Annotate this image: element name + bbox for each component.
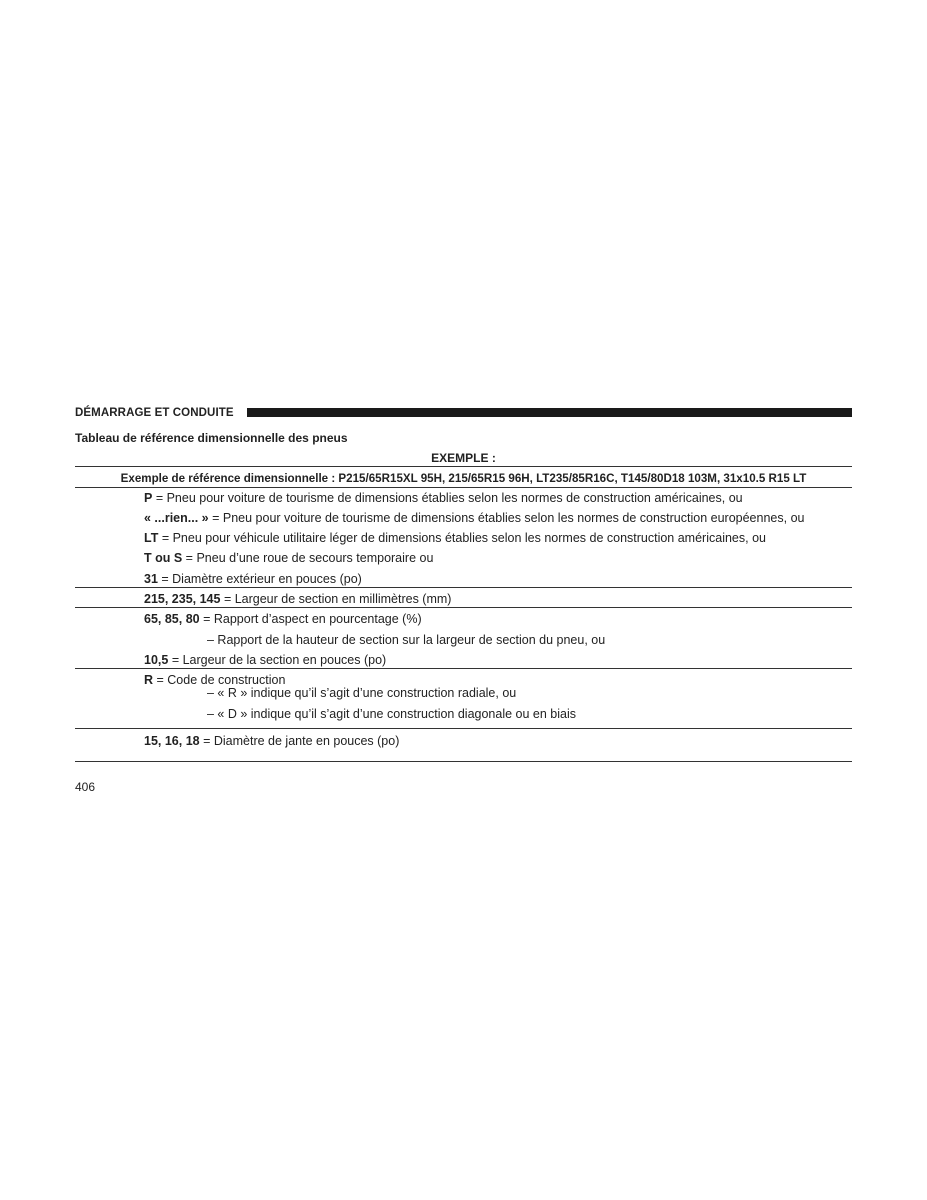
row-key: « ...rien... »	[144, 511, 209, 525]
table-row	[144, 572, 362, 587]
row-key: 215, 235, 145	[144, 592, 221, 606]
page-number: 406	[75, 780, 96, 794]
row-key: 15, 16, 18	[144, 734, 200, 748]
table-row	[144, 592, 451, 607]
table-row	[144, 734, 399, 749]
table-divider	[75, 761, 852, 762]
table-row	[144, 612, 422, 627]
table-row	[207, 633, 605, 648]
row-text: = Code de construction	[153, 673, 286, 687]
row-text: – Rapport de la hauteur de section sur la largeur de section du pneu, ou	[207, 633, 606, 647]
row-text: = Largeur de la section en pouces (po)	[168, 653, 387, 667]
row-text: = Pneu d’une roue de secours temporaire ou	[182, 551, 434, 565]
section-title: DÉMARRAGE ET CONDUITE	[75, 407, 234, 419]
row-text: = Diamètre extérieur en pouces (po)	[157, 572, 362, 586]
table-divider	[75, 587, 852, 588]
row-key: R	[144, 673, 154, 687]
row-text: = Pneu pour véhicule utilitaire léger de dimensions établies selon les normes de construction américaines, ou	[158, 531, 766, 545]
row-text: – « R » indique qu’il s’agit d’une construction radiale, ou	[207, 686, 517, 700]
table-divider	[75, 487, 852, 488]
reference-example: Exemple de référence dimensionnelle : P215/65R15XL 95H, 215/65R15 96H, LT235/85R16C, T145/80D18 103M, 31x10.5 R15 LT	[120, 472, 807, 485]
table-row	[144, 511, 804, 526]
table-divider	[75, 668, 852, 669]
table-title: Tableau de référence dimensionnelle des pneus	[75, 431, 348, 445]
row-key: LT	[144, 531, 159, 545]
row-text: = Largeur de section en millimètres (mm)	[220, 592, 452, 606]
row-key: T ou S	[144, 551, 183, 565]
table-heading: EXEMPLE :	[431, 451, 496, 465]
row-key: P	[144, 491, 153, 505]
row-text: = Pneu pour voiture de tourisme de dimensions établies selon les normes de construction américaines, ou	[152, 491, 743, 505]
table-divider	[75, 466, 852, 467]
row-text: = Rapport d’aspect en pourcentage (%)	[199, 612, 422, 626]
table-row	[144, 653, 386, 668]
row-text: = Pneu pour voiture de tourisme de dimensions établies selon les normes de construction européennes, ou	[208, 511, 805, 525]
row-key: 10,5	[144, 653, 169, 667]
table-row	[207, 707, 576, 722]
table-divider	[75, 728, 852, 729]
row-text: – « D » indique qu’il s’agit d’une construction diagonale ou en biais	[207, 707, 577, 721]
row-key: 65, 85, 80	[144, 612, 200, 626]
table-row	[207, 686, 516, 701]
table-divider	[75, 607, 852, 608]
row-text: = Diamètre de jante en pouces (po)	[199, 734, 400, 748]
table-row	[144, 491, 743, 506]
table-row	[144, 551, 433, 566]
header-rule	[247, 408, 852, 417]
row-key: 31	[144, 572, 158, 586]
table-row	[144, 531, 766, 546]
section-header	[75, 406, 852, 420]
